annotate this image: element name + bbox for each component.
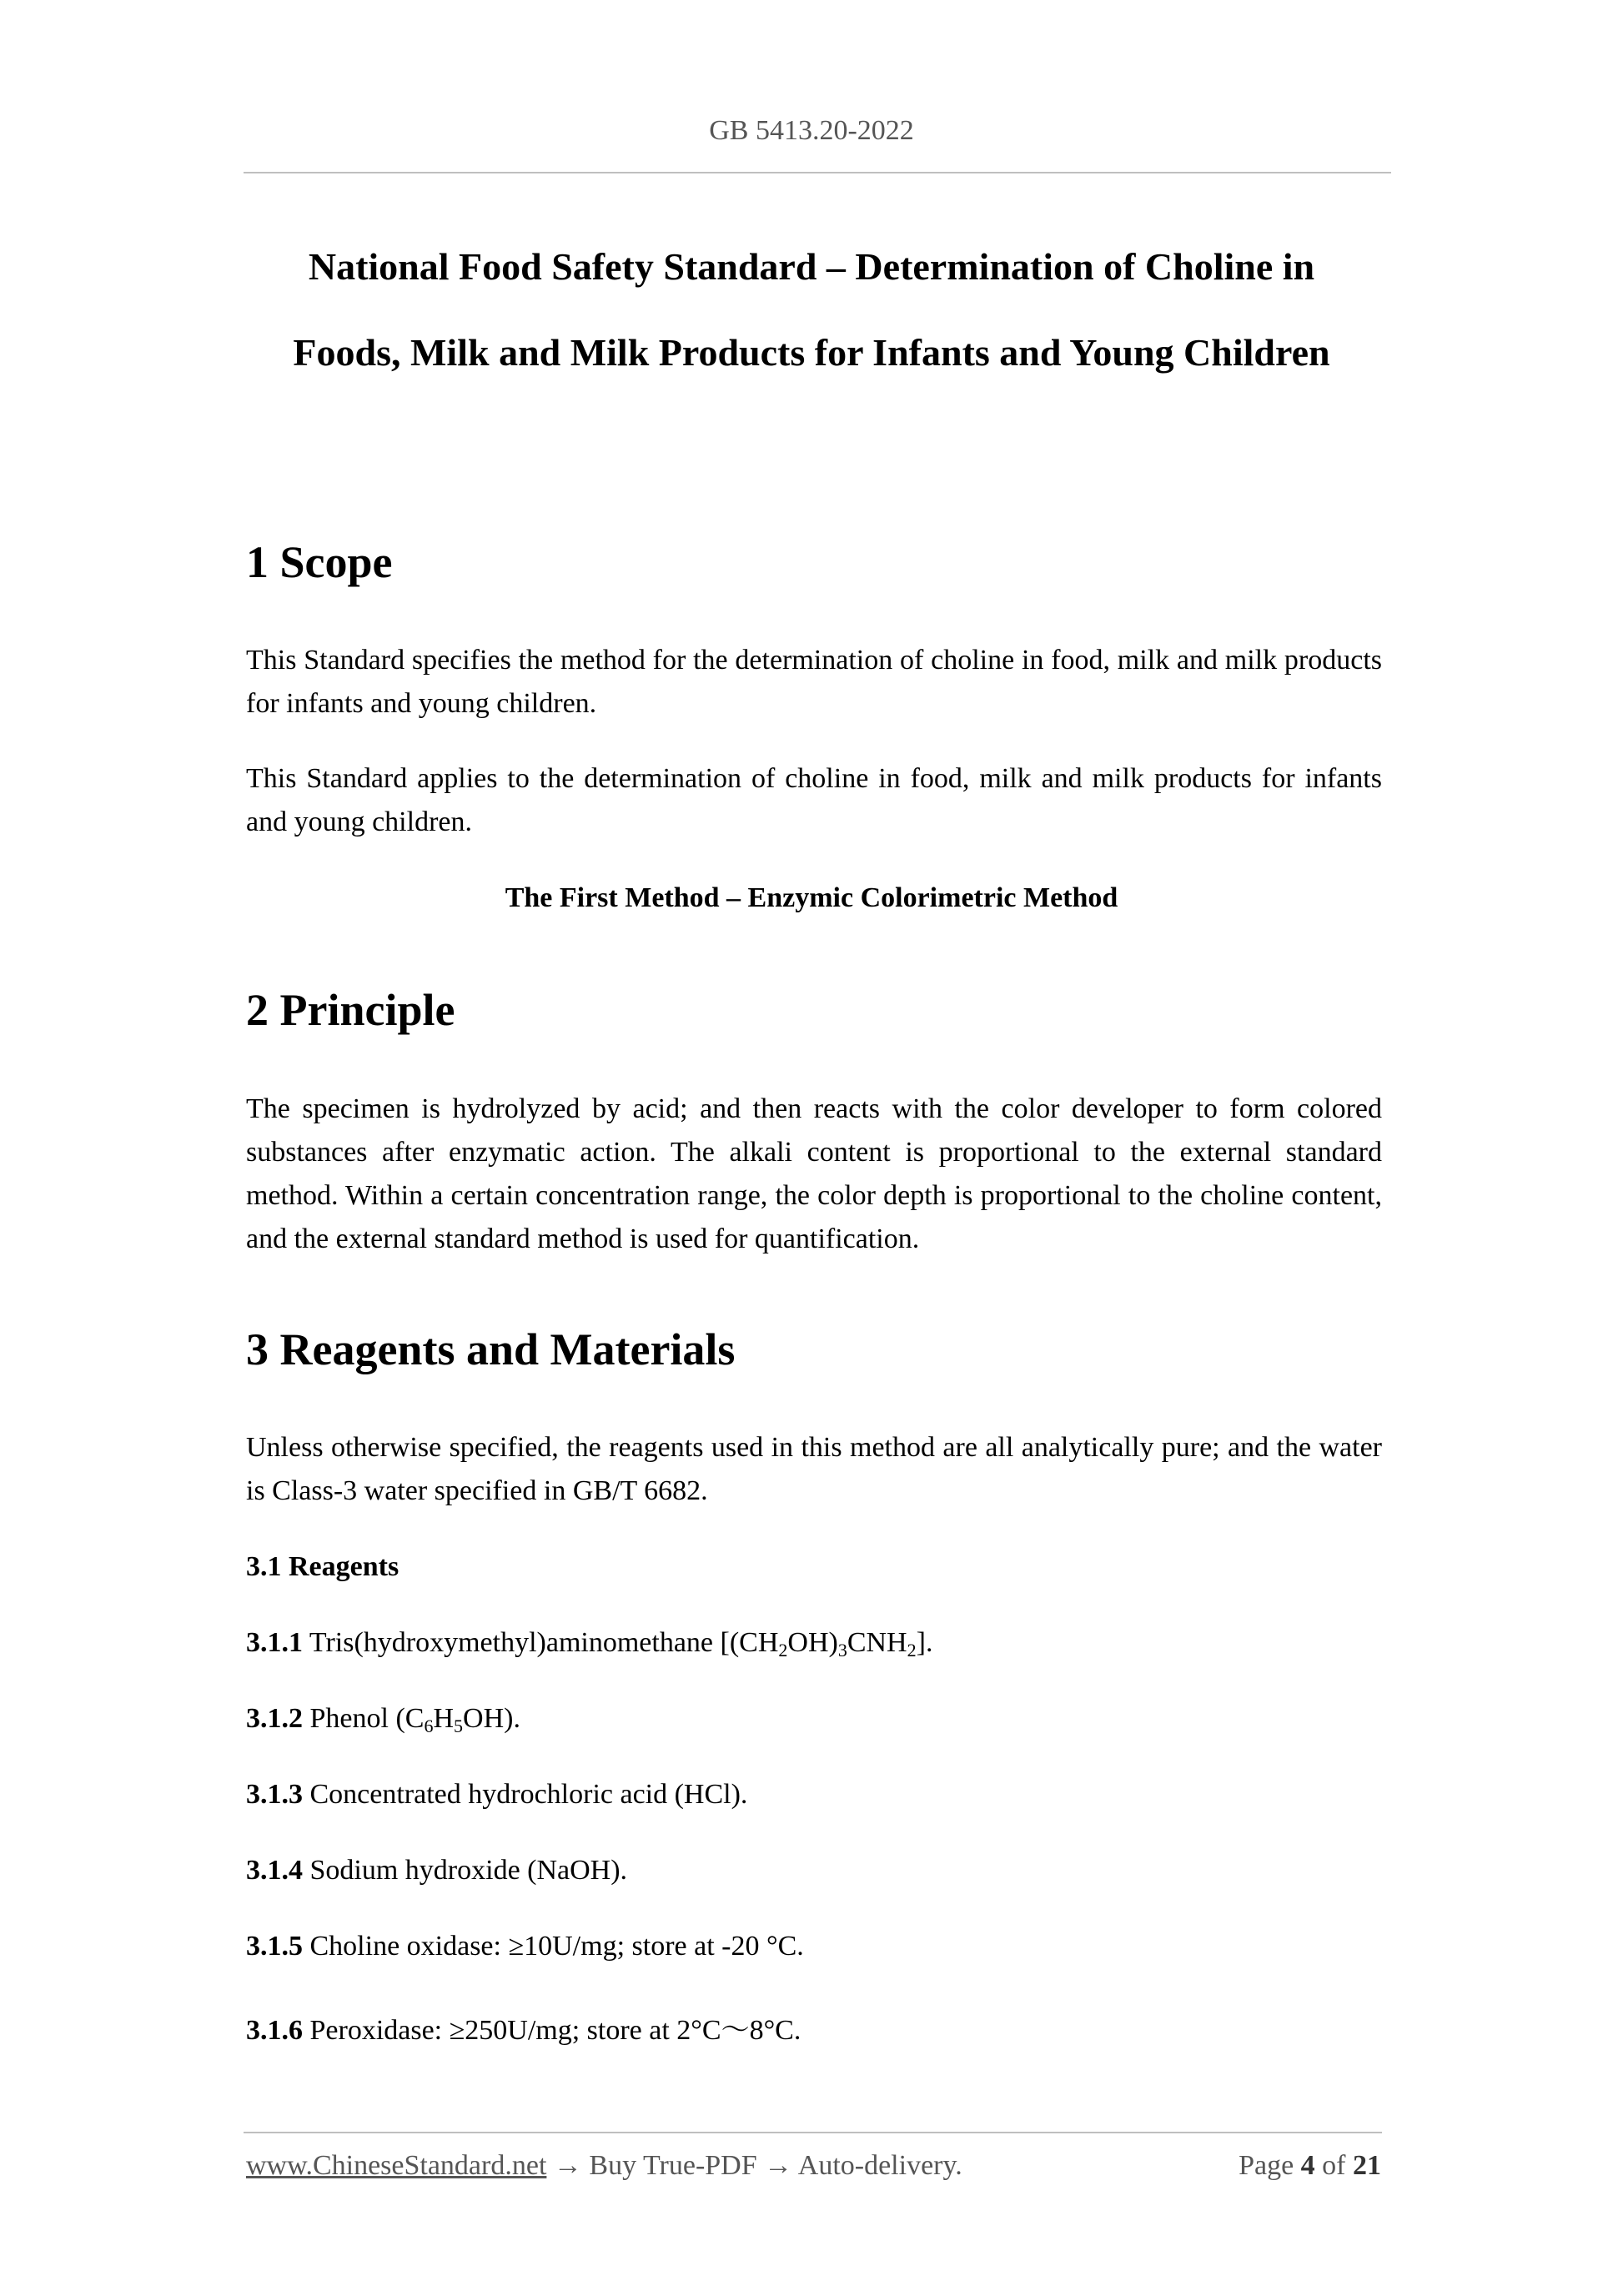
item-number: 3.1.2 (246, 1703, 303, 1734)
reagent-item (246, 1627, 932, 1659)
section-heading-reagents: 3 Reagents and Materials (246, 1324, 736, 1374)
scope-paragraph-2: This Standard applies to the determination of choline in food, milk and milk products for infants and young children. (246, 763, 1382, 837)
item-text: OH) (787, 1627, 838, 1658)
subscript: 2 (907, 1640, 917, 1660)
subscript: 5 (454, 1716, 464, 1736)
website-link[interactable]: www.ChineseStandard.net (246, 2150, 547, 2181)
item-number: 3.1.1 (246, 1627, 303, 1658)
method-title: The First Method – Enzymic Colorimetric Method (505, 882, 1118, 913)
page-label: Page (1239, 2150, 1294, 2181)
item-number: 3.1.3 (246, 1779, 303, 1810)
page-total: 21 (1353, 2150, 1381, 2181)
reagents-paragraph: Unless otherwise specified, the reagents used in this method are all analytically pure; and the water is Class-3 water specified in GB/T 6682. (246, 1432, 1382, 1506)
item-text: CNH (847, 1627, 907, 1658)
item-text: Choline oxidase: ≥10U/mg; store at -20 °C. (309, 1931, 804, 1962)
reagent-item (246, 1855, 627, 1887)
subscript: 2 (778, 1640, 788, 1660)
subscript: 6 (424, 1716, 434, 1736)
item-text: Sodium hydroxide (NaOH). (309, 1855, 628, 1886)
principle-paragraph: The specimen is hydrolyzed by acid; and then reacts with the color developer to form colored substances after enzymatic action. The alkali content is proportional to the external standard method. Within a certain concentration range, the color depth is proportional to the choline content, and the external standard method is used for quantification. (246, 1093, 1382, 1254)
subsection-heading-label: 3.1 Reagents (246, 1551, 399, 1582)
subscript: 3 (837, 1640, 847, 1660)
item-text: ]. (916, 1627, 933, 1658)
scope-paragraph-1: This Standard specifies the method for the determination of choline in food, milk and milk products for infants and young children. (246, 645, 1382, 719)
document-title-line-2: Foods, Milk and Milk Products for Infants and Young Children (293, 331, 1330, 374)
item-number: 3.1.6 (246, 2015, 303, 2046)
footer-promo (246, 2150, 962, 2182)
section-heading-principle: 2 Principle (246, 985, 455, 1035)
item-number: 3.1.4 (246, 1855, 303, 1886)
page-number (1201, 2150, 1381, 2182)
subsection-heading-reagents (246, 1551, 399, 1583)
footer-tagline: → Buy True-PDF → Auto-delivery. (546, 2150, 962, 2181)
footer-divider (244, 2132, 1382, 2133)
item-text: Tris(hydroxymethyl)aminomethane [(CH (309, 1627, 779, 1658)
document-title-line-1: National Food Safety Standard – Determination of Choline in (308, 245, 1315, 288)
reagent-item (246, 1931, 804, 1962)
item-text: Peroxidase: ≥250U/mg; store at 2°C～8°C. (309, 2015, 801, 2046)
item-text: Concentrated hydrochloric acid (HCl). (309, 1779, 748, 1810)
item-text: Phenol (C (309, 1703, 425, 1734)
item-text: OH). (463, 1703, 520, 1734)
document-id-header: GB 5413.20-2022 (709, 115, 914, 146)
section-heading-scope: 1 Scope (246, 537, 393, 587)
item-number: 3.1.5 (246, 1931, 303, 1962)
reagent-item (246, 1779, 747, 1811)
item-text: H (433, 1703, 455, 1734)
reagent-item (246, 1703, 520, 1735)
header-divider (244, 172, 1391, 173)
reagent-item (246, 2007, 801, 2047)
of-label: of (1322, 2150, 1346, 2181)
page-current: 4 (1300, 2150, 1315, 2181)
